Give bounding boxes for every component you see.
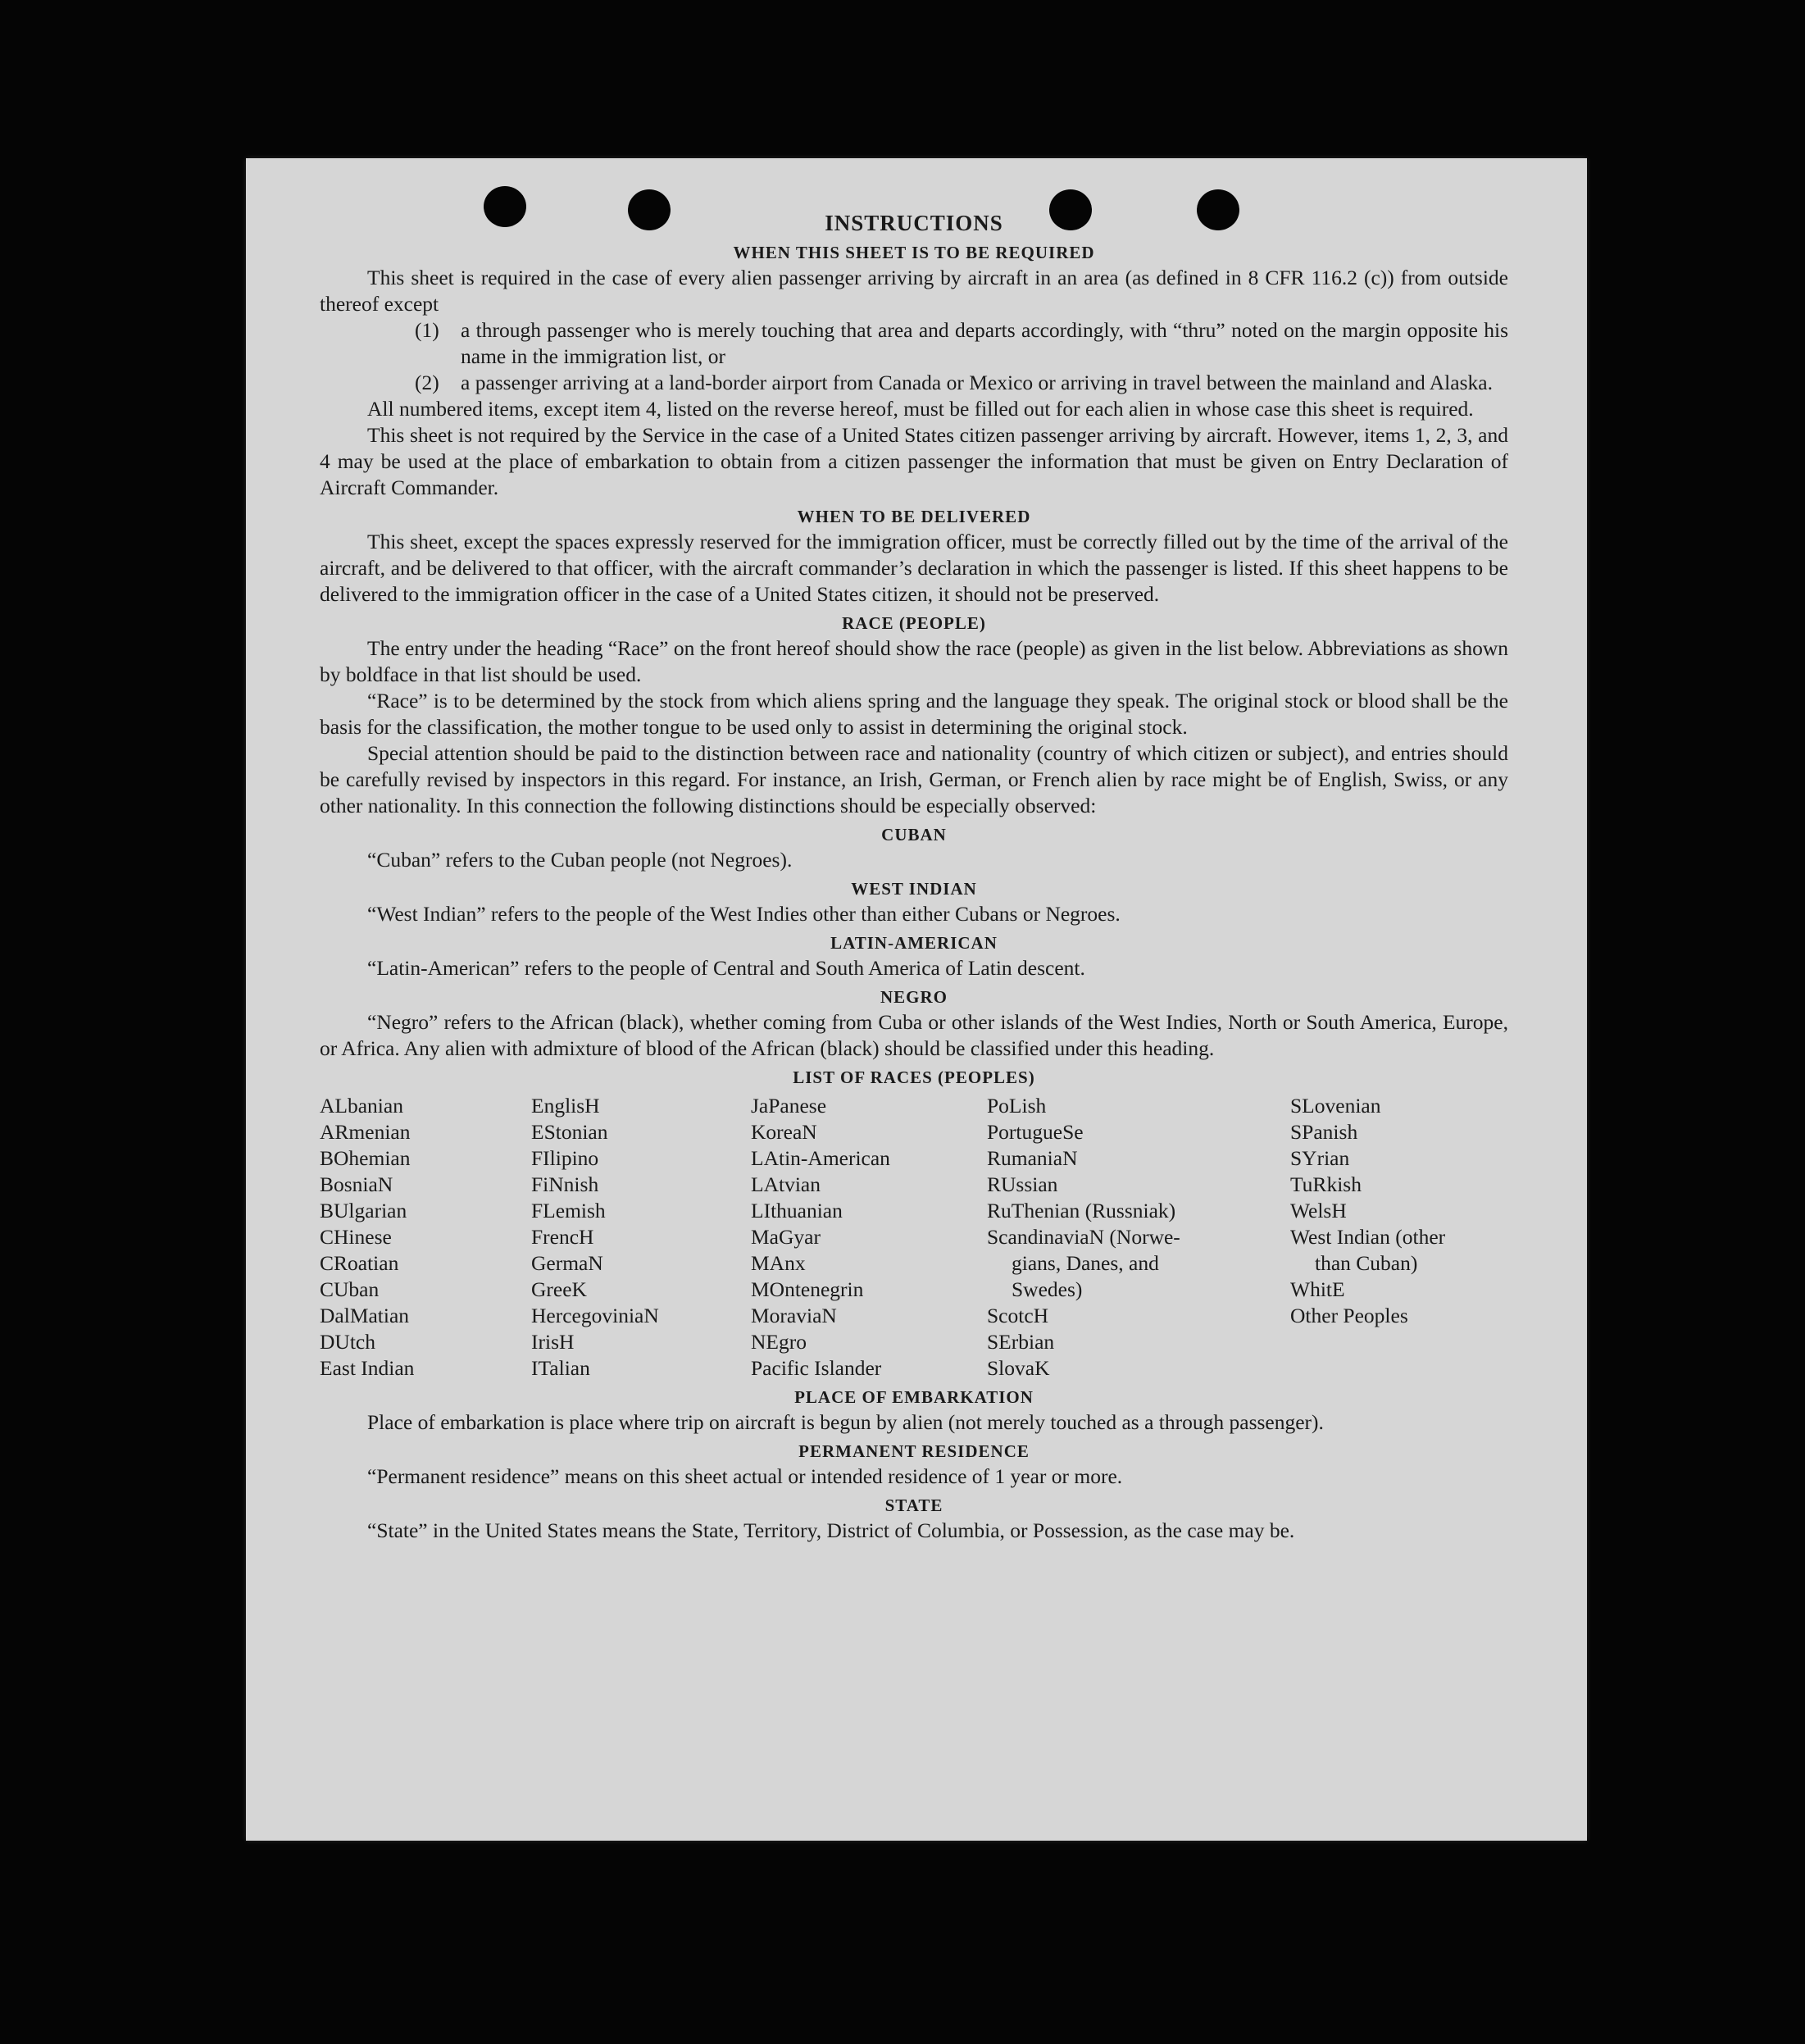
- race-item: SPanish: [1290, 1120, 1358, 1144]
- item-number: (2): [415, 371, 439, 394]
- list-item: [320, 317, 1508, 370]
- race-item: BUlgarian: [320, 1199, 407, 1222]
- race-item: EnglisH: [531, 1094, 600, 1118]
- race-item: FIlipino: [531, 1146, 599, 1170]
- race-item: ITalian: [531, 1356, 590, 1380]
- race-item: BOhemian: [320, 1146, 411, 1170]
- races-column: [751, 1093, 987, 1382]
- race-item: LAtvian: [751, 1172, 821, 1196]
- race-item: LIthuanian: [751, 1199, 843, 1222]
- document-sheet: [246, 158, 1587, 1841]
- race-item: FrencH: [531, 1225, 594, 1249]
- page-title: INSTRUCTIONS: [825, 211, 1003, 235]
- races-column: [1290, 1093, 1503, 1382]
- race-item: NEgro: [751, 1330, 807, 1354]
- race-item: MOntenegrin: [751, 1277, 864, 1301]
- race-item: DUtch: [320, 1330, 375, 1354]
- race-item: ARmenian: [320, 1120, 411, 1144]
- section-heading: PERMANENT RESIDENCE: [798, 1441, 1030, 1461]
- race-item: CHinese: [320, 1225, 392, 1249]
- section-heading: WHEN THIS SHEET IS TO BE REQUIRED: [733, 243, 1095, 262]
- race-item: SYrian: [1290, 1146, 1350, 1170]
- race-item: ScotcH: [987, 1304, 1049, 1327]
- section-heading: WHEN TO BE DELIVERED: [797, 507, 1031, 526]
- race-item: MaGyar: [751, 1225, 821, 1249]
- races-list: [320, 1093, 1508, 1382]
- section-heading: LATIN-AMERICAN: [830, 933, 998, 953]
- paragraph: “Permanent residence” means on this sheet actual or intended residence of 1 year or more.: [367, 1464, 1123, 1488]
- race-item: than Cuban): [1315, 1251, 1418, 1275]
- race-item: PortugueSe: [987, 1120, 1084, 1144]
- race-item: EStonian: [531, 1120, 608, 1144]
- race-item: CUban: [320, 1277, 380, 1301]
- races-column: [320, 1093, 531, 1382]
- paragraph: “Negro” refers to the African (black), whether coming from Cuba or other islands of the West Indies, North or South America, Europe, or Africa. Any alien with admixture of blood of the African (black) should be classified under this heading.: [320, 1010, 1508, 1060]
- paragraph: The entry under the heading “Race” on the front hereof should show the race (people) as given in the list below. Abbreviations as shown by boldface in that list should be used.: [320, 636, 1508, 686]
- race-item: ALbanian: [320, 1094, 403, 1118]
- paragraph: Place of embarkation is place where trip on aircraft is begun by alien (not merely touched as a through passenger).: [367, 1410, 1324, 1434]
- race-item: SlovaK: [987, 1356, 1050, 1380]
- race-item: FiNnish: [531, 1172, 599, 1196]
- race-item: DalMatian: [320, 1304, 410, 1327]
- paragraph: “Race” is to be determined by the stock from which aliens spring and the language they speak. The original stock or blood shall be the basis for the classification, the mother tongue to be used only to assist in determining the original stock.: [320, 689, 1508, 739]
- list-item: [320, 370, 1508, 396]
- section-heading: PLACE OF EMBARKATION: [794, 1387, 1034, 1407]
- race-item: IrisH: [531, 1330, 575, 1354]
- paragraph: “State” in the United States means the State, Territory, District of Columbia, or Possession, as the case may be.: [367, 1518, 1295, 1542]
- race-item: MoraviaN: [751, 1304, 837, 1327]
- race-item: WhitE: [1290, 1277, 1345, 1301]
- race-item: West Indian (other: [1290, 1225, 1446, 1249]
- item-text: a passenger arriving at a land-border airport from Canada or Mexico or arriving in travel between the mainland and Alaska.: [461, 371, 1493, 394]
- races-column: [531, 1093, 751, 1382]
- race-item: HercegoviniaN: [531, 1304, 659, 1327]
- section-heading: RACE (PEOPLE): [842, 613, 986, 633]
- paragraph: “Latin-American” refers to the people of Central and South America of Latin descent.: [367, 956, 1085, 980]
- race-item: SErbian: [987, 1330, 1055, 1354]
- section-heading: STATE: [884, 1495, 943, 1515]
- paragraph: This sheet, except the spaces expressly reserved for the immigration officer, must be correctly filled out by the time of the arrival of the aircraft, and be delivered to that officer, with the aircraft commander’s declaration in which the passenger is listed. If this sheet happens to be delivered to the immigration officer in the case of a United States citizen, it should not be preserved.: [320, 530, 1508, 606]
- section-heading: WEST INDIAN: [851, 879, 977, 899]
- race-item: RuThenian (Russniak): [987, 1199, 1176, 1222]
- race-item: ScandinaviaN (Norwe-: [987, 1225, 1180, 1249]
- race-item: FLemish: [531, 1199, 606, 1222]
- race-item: GreeK: [531, 1277, 587, 1301]
- item-text: a through passenger who is merely touching that area and departs accordingly, with “thru” noted on the margin opposite his name in the immigration list, or: [461, 318, 1508, 368]
- section-heading: CUBAN: [881, 825, 947, 844]
- race-item: LAtin-American: [751, 1146, 890, 1170]
- races-column: [987, 1093, 1290, 1382]
- race-item: MAnx: [751, 1251, 806, 1275]
- race-item: CRoatian: [320, 1251, 399, 1275]
- paragraph: All numbered items, except item 4, listed on the reverse hereof, must be filled out for each alien in whose case this sheet is required.: [367, 397, 1474, 421]
- race-item: RUssian: [987, 1172, 1058, 1196]
- section-heading: LIST OF RACES (PEOPLES): [793, 1068, 1035, 1087]
- race-item: TuRkish: [1290, 1172, 1362, 1196]
- race-item: JaPanese: [751, 1094, 827, 1118]
- paragraph: “Cuban” refers to the Cuban people (not Negroes).: [367, 848, 793, 872]
- race-item: SLovenian: [1290, 1094, 1381, 1118]
- race-item: Other Peoples: [1290, 1304, 1408, 1327]
- paragraph: This sheet is not required by the Service in the case of a United States citizen passenger arriving by aircraft. However, items 1, 2, 3, and 4 may be used at the place of embarkation to obtain from a citizen passenger the information that must be given on Entry Declaration of Aircraft Commander.: [320, 423, 1508, 499]
- race-item: East Indian: [320, 1356, 415, 1380]
- race-item: GermaN: [531, 1251, 603, 1275]
- race-item: Swedes): [1012, 1277, 1083, 1301]
- instructions-content: [320, 209, 1508, 1544]
- race-item: PoLish: [987, 1094, 1047, 1118]
- race-item: WelsH: [1290, 1199, 1347, 1222]
- race-item: BosniaN: [320, 1172, 393, 1196]
- section-heading: NEGRO: [880, 987, 948, 1007]
- race-item: RumaniaN: [987, 1146, 1078, 1170]
- item-number: (1): [415, 318, 439, 342]
- race-item: KoreaN: [751, 1120, 817, 1144]
- paragraph: Special attention should be paid to the distinction between race and nationality (country of which citizen or subject), and entries should be carefully revised by inspectors in this regard. For instance, an Irish, German, or French alien by race might be of English, Swiss, or any other nationality. In this connection the following distinctions should be especially observed:: [320, 741, 1508, 817]
- race-item: Pacific Islander: [751, 1356, 882, 1380]
- race-item: gians, Danes, and: [1012, 1251, 1159, 1275]
- paragraph: This sheet is required in the case of every alien passenger arriving by aircraft in an area (as defined in 8 CFR 116.2 (c)) from outside thereof except: [320, 266, 1508, 316]
- paragraph: “West Indian” refers to the people of the West Indies other than either Cubans or Negroes.: [367, 902, 1121, 926]
